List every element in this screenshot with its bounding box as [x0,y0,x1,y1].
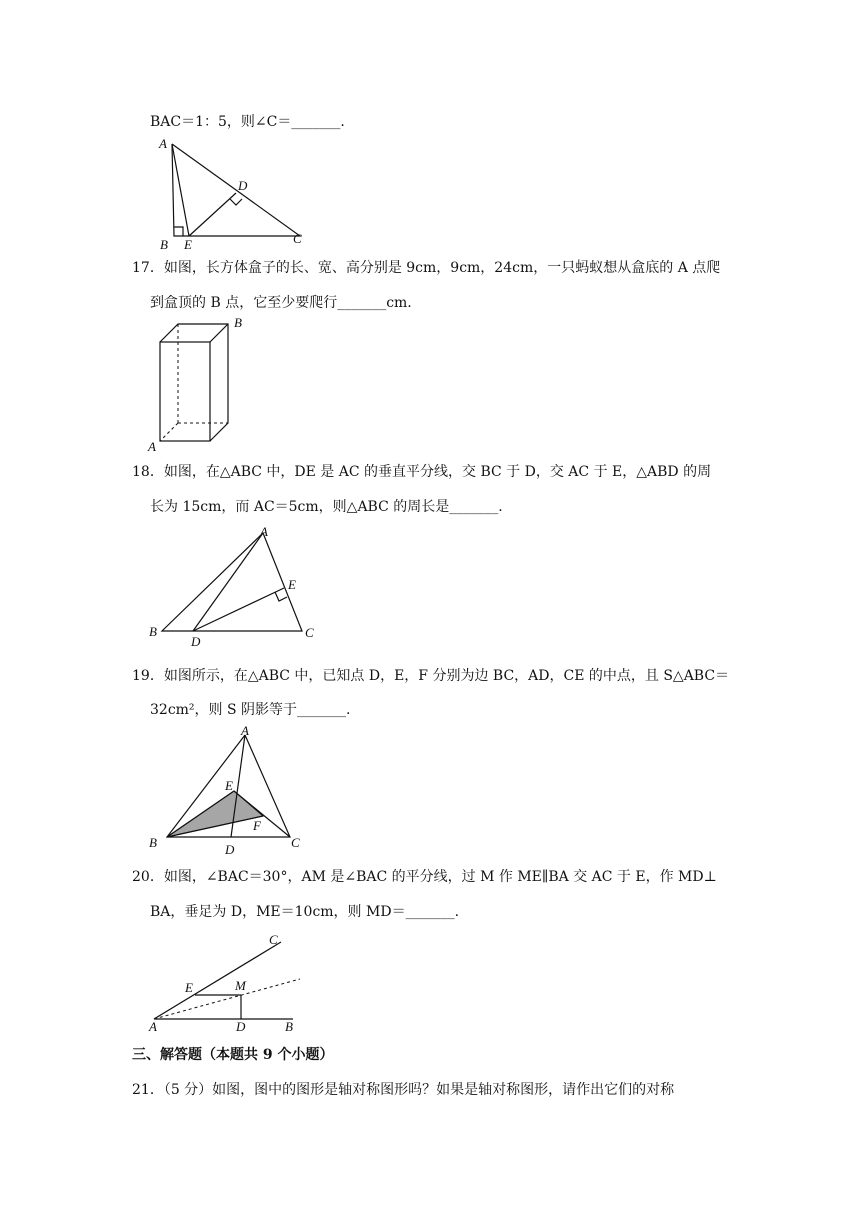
label-C: C [269,932,278,947]
q17-line2: 到盒顶的 B 点，它至少要爬行_______cm. [150,295,412,311]
q18-line2: 长为 15cm，而 AC＝5cm，则△ABC 的周长是_______. [150,499,503,515]
q20-line2: BA，垂足为 D，ME＝10cm，则 MD＝_______. [150,904,460,920]
figure-q17-box [145,315,255,455]
label-D: D [236,1019,246,1034]
label-C: C [291,835,300,850]
label-M: M [235,978,246,993]
label-A: A [148,439,156,454]
q17-line1: 17．如图，长方体盒子的长、宽、高分别是 9cm，9cm，24cm，一只蚂蚁想从盒底的 A 点爬 [132,260,721,276]
label-F: F [253,818,261,833]
figure-q19-triangle [145,723,315,858]
label-D: D [191,634,201,649]
label-B: B [149,624,157,639]
label-B: B [234,315,242,330]
label-C: C [305,625,314,640]
label-B: B [285,1019,293,1034]
label-E: E [185,980,193,995]
q19-line2: 32cm²，则 S 阴影等于_______. [150,702,351,718]
label-A: A [260,524,268,539]
q19-line1: 19．如图所示，在△ABC 中，已知点 D，E，F 分别为边 BC，AD，CE 的中点，且 S△ABC＝ [132,668,730,684]
shaded-triangle [167,791,263,837]
label-D: D [238,178,248,193]
q16-text: BAC＝1：5，则∠C＝_______. [150,114,345,130]
section-heading: 三、解答题（本题共 9 个小题） [132,1047,334,1063]
label-A: A [159,136,167,151]
label-A: A [241,723,249,738]
figure-q20-angle [145,928,315,1033]
label-E: E [225,778,233,793]
label-B: B [160,237,168,252]
figure-q16-triangle [150,135,320,255]
figure-q18-triangle [145,522,335,647]
q18-line1: 18．如图，在△ABC 中，DE 是 AC 的垂直平分线，交 BC 于 D，交 AC 于 E，△ABD 的周 [132,464,712,480]
q20-line1: 20．如图，∠BAC＝30°，AM 是∠BAC 的平分线，过 M 作 ME∥BA 交 AC 于 E，作 MD⊥ [132,869,717,885]
label-D: D [225,842,235,857]
label-C: C [293,231,302,246]
label-B: B [149,835,157,850]
label-A: A [149,1019,157,1034]
q21-line1: 21．（5 分）如图，图中的图形是轴对称图形吗？如果是轴对称图形，请作出它们的对称 [132,1082,675,1098]
label-E: E [184,237,192,252]
label-E: E [288,577,296,592]
